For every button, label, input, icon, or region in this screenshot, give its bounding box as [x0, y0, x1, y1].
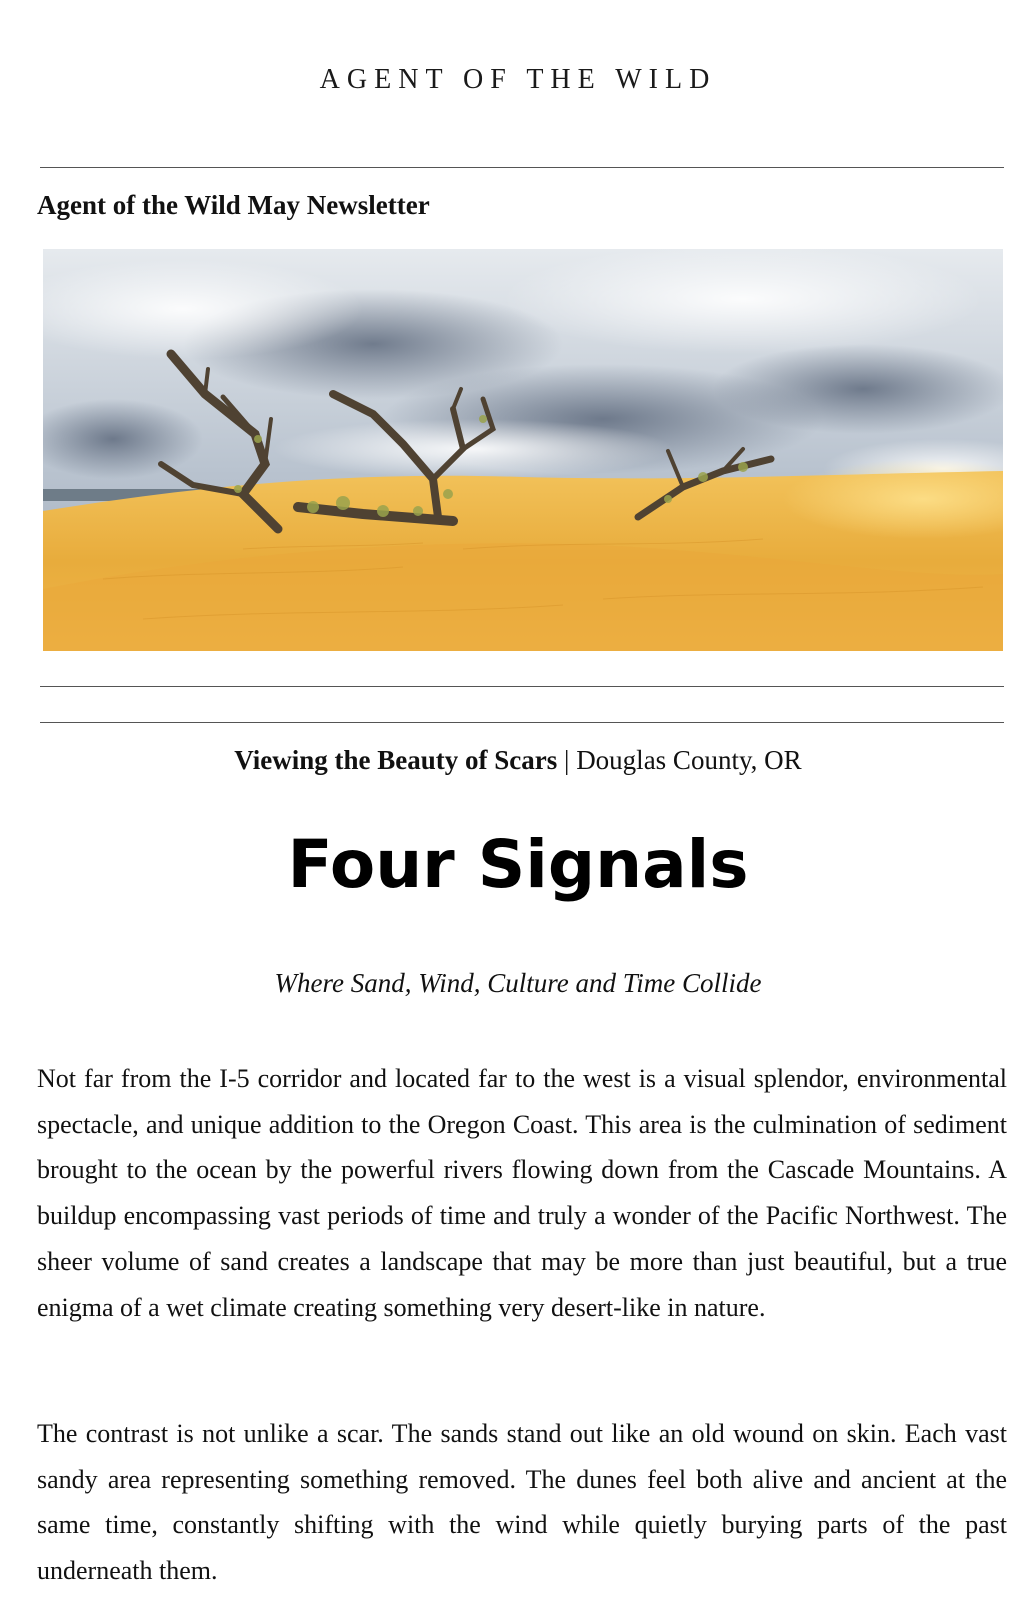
article-paragraph-2: The contrast is not unlike a scar. The sands stand out like an old wound on skin. Each vast sandy area representing something removed. The dunes feel both alive and ancient at the same time, constantly shifting with the wind while quietly burying parts of the past underneath them.	[37, 1419, 1007, 1586]
story-title: Viewing the Beauty of Scars	[234, 745, 558, 775]
article-paragraph-1: Not far from the I-5 corridor and located far to the west is a visual splendor, environmental spectacle, and unique addition to the Oregon Coast. This area is the culmination of sediment brought to the ocean by the powerful rivers flowing down from the Cascade Mountains. A buildup encompassing vast periods of time and truly a wonder of the Pacific Northwest. The sheer volume of sand creates a landscape that may be more than just beautiful, but a true enigma of a wet climate creating something very desert-like in nature.	[37, 1064, 1007, 1322]
site-brand[interactable]: AGENT OF THE WILD	[319, 64, 717, 95]
divider-lower	[40, 722, 1004, 723]
divider-middle	[40, 686, 1004, 687]
hero-image	[43, 249, 1003, 651]
story-location: Douglas County, OR	[576, 745, 802, 775]
story-location-line	[0, 745, 1036, 776]
separator: |	[557, 745, 577, 775]
article-headline: Four Signals	[287, 826, 749, 903]
newsletter-title: Agent of the Wild May Newsletter	[37, 190, 430, 220]
dune-driftwood-photo	[43, 249, 1003, 651]
article-subtitle: Where Sand, Wind, Culture and Time Collide	[274, 968, 762, 998]
divider-top	[40, 167, 1004, 168]
